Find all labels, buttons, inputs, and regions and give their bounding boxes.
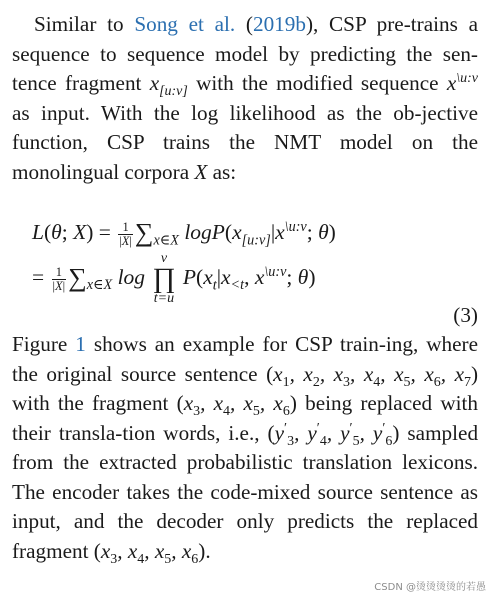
citation-year-link[interactable]: 2019b: [252, 12, 306, 36]
equation-line-2: = $\frac{1}{|X|}$ $\sum_{x\in X}$ log v ∏ t=u $P(x_t|x_{<t}$, $x^{\backslash u:v}$; θ): [32, 251, 316, 306]
text: as:: [207, 159, 237, 184]
math-fragment-tuple: ($x_3$, $x_4$, $x_5$, $x_6$): [176, 391, 297, 420]
text: being replaced with their transla-tion words, i.e.,: [12, 391, 478, 445]
text: with the fragment: [12, 391, 177, 415]
math-modified-seq: $x^{\backslash u:v}$: [446, 70, 478, 95]
equation-line-1: L(θ; X) = $\frac{1}{|X|}$ $\sum_{x\in X}$ $\log P(x_{[u:v]}|x^{\backslash u:v}$; θ): [32, 218, 336, 249]
paragraph-csp-intro: [12, 10, 478, 187]
math-replaced-fragment: ($x_3$, $x_4$, $x_5$, $x_6$): [93, 538, 206, 567]
text: ), CSP pre-trains a sequence to sequence model by predicting the sen-tence fragment: [12, 12, 478, 95]
math-corpora: X: [194, 159, 208, 184]
text: .: [205, 538, 211, 563]
equation-number: (3): [453, 303, 478, 327]
text: Figure: [12, 332, 76, 356]
math-source-sentence: ($x_1$, $x_2$, $x_3$, $x_4$, $x_5$, $x_6$, $x_7$): [266, 361, 479, 390]
text: as input. With the log likelihood as the ob-jective function, CSP trains the NMT model on the monolingual corpora: [12, 100, 478, 184]
math-fragment: $x_{[u:v]}$: [149, 71, 188, 100]
math-translation-words: ($y'_3$, $y'_4$, $y'_5$, $y'_6$): [267, 420, 400, 449]
figure-ref-link[interactable]: 1: [75, 332, 86, 356]
text: sampled from the extracted probabilistic translation lexicons. The encoder takes the code-mixed source sentence as input, and the decoder only predicts the replaced fragment: [12, 420, 479, 563]
text: shows an example for CSP train-ing, where the original source sentence: [12, 332, 478, 386]
text: with the modified sequence: [187, 71, 447, 95]
paragraph-figure-description: [12, 330, 478, 566]
text: (: [235, 12, 253, 36]
text: Similar to: [34, 12, 135, 36]
citation-link[interactable]: Song et al.: [134, 12, 236, 36]
watermark: CSDN @烫烫烫烫的若愚: [374, 582, 486, 593]
